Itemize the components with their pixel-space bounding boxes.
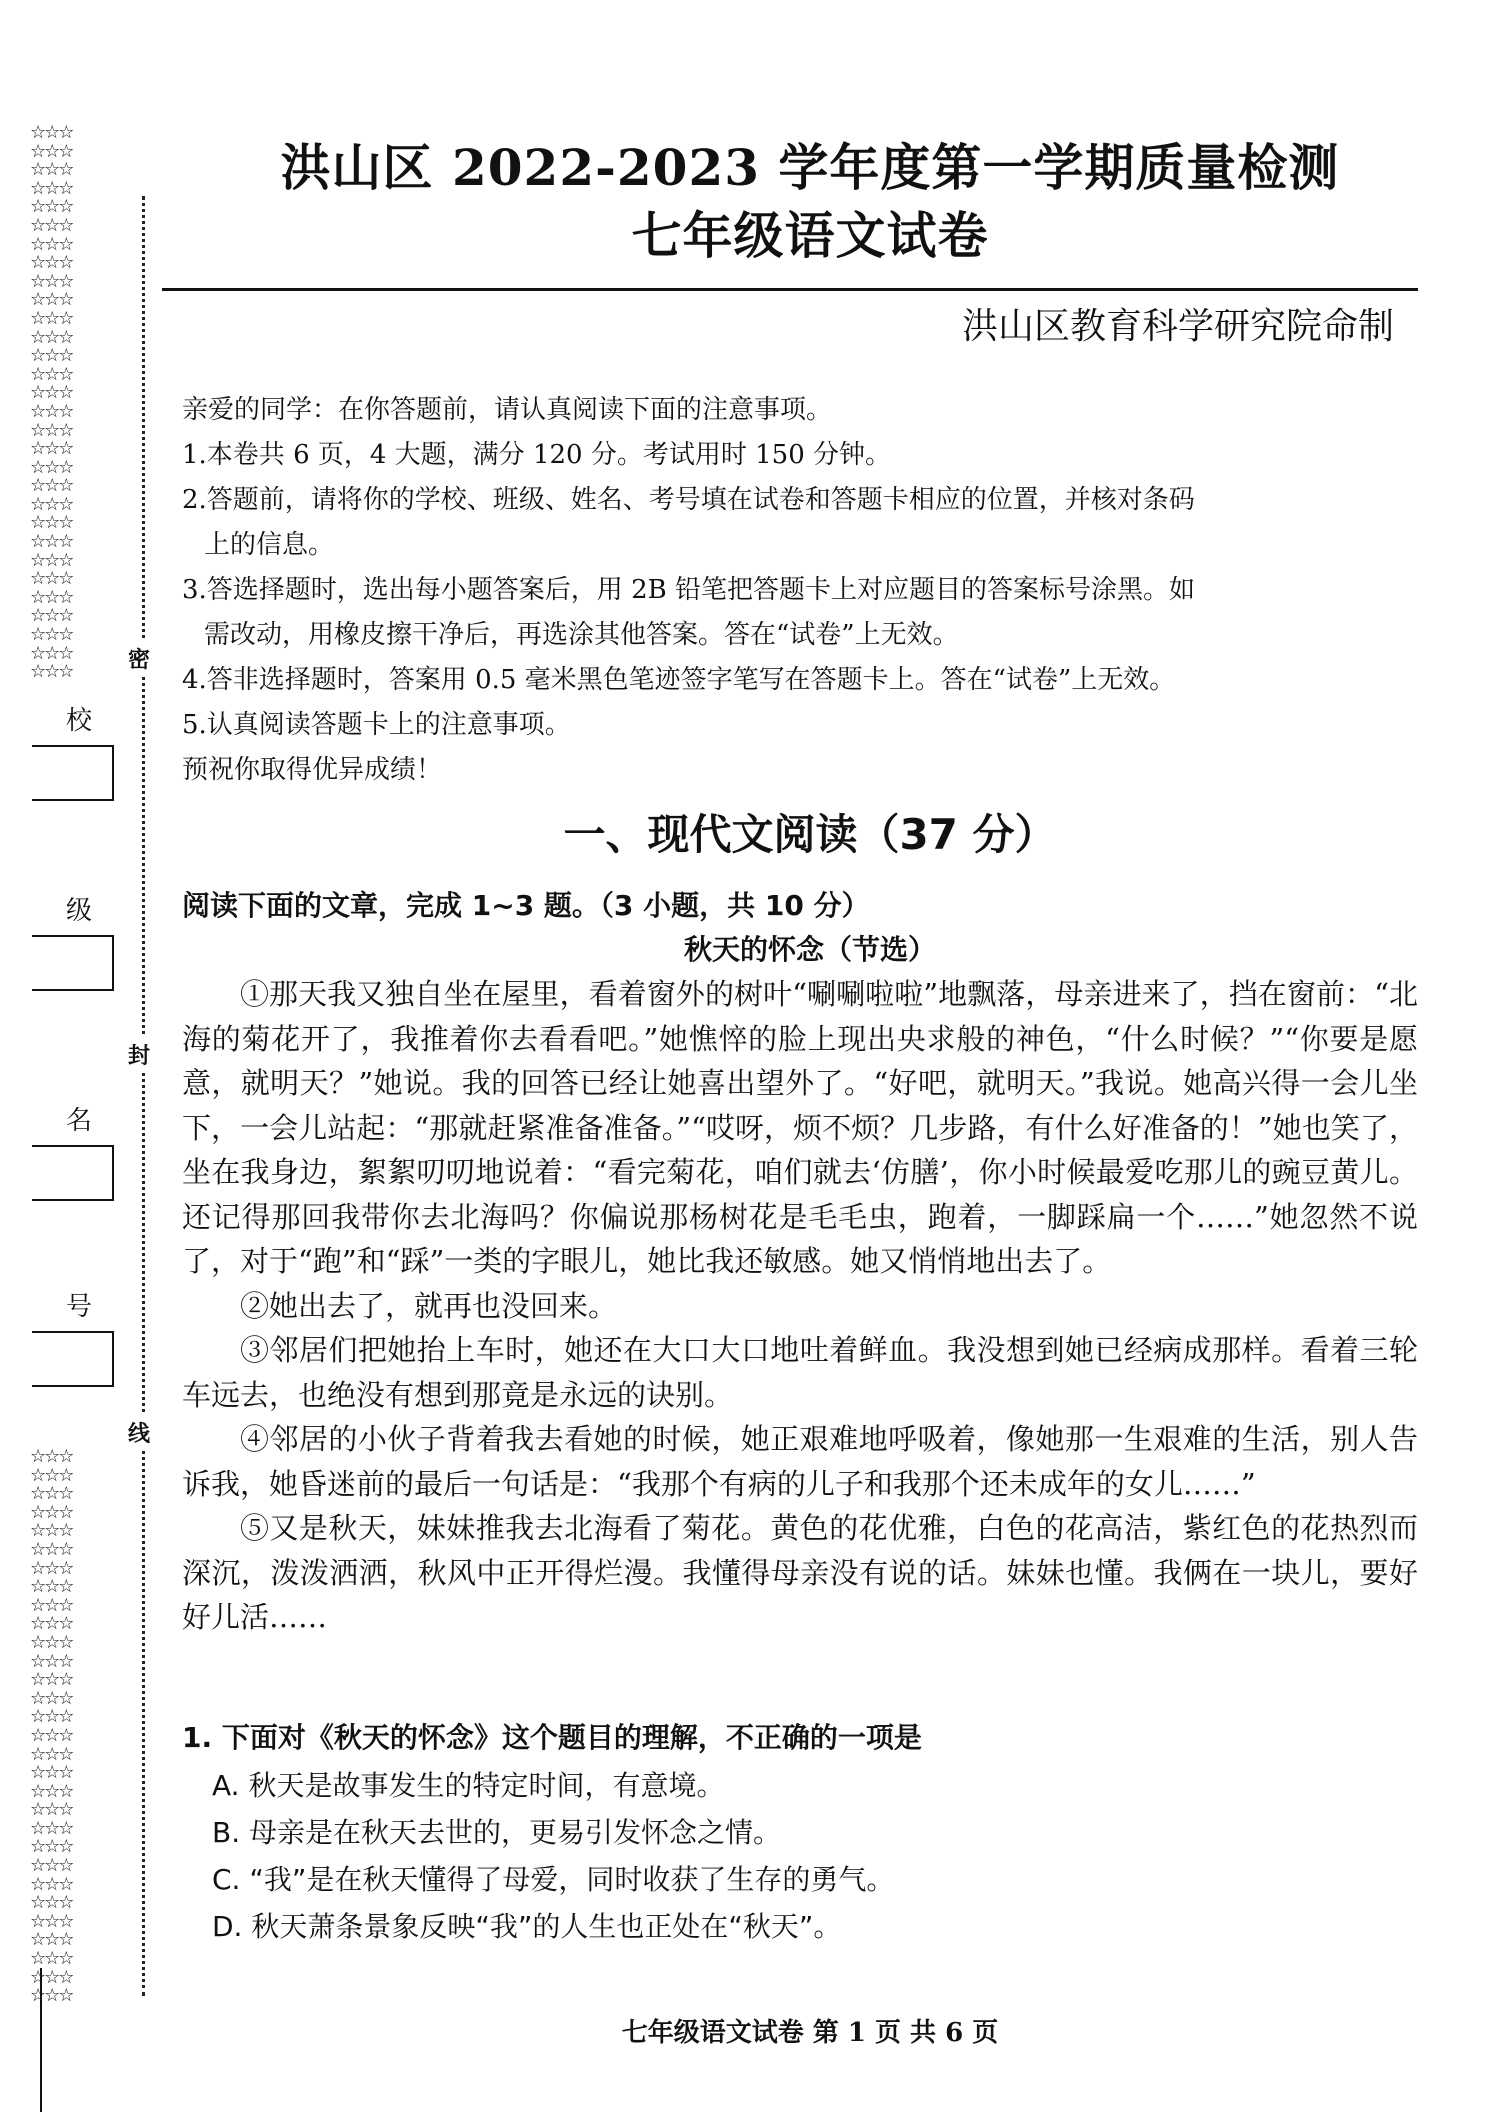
instruction-closing: 预祝你取得优异成绩！ [182,755,443,785]
class-field-label: 级 [65,896,92,926]
header-divider [162,288,1418,291]
star-border-top: ☆☆☆ ☆☆☆ ☆☆☆ ☆☆☆ ☆☆☆ ☆☆☆ ☆☆☆ ☆☆☆ ☆☆☆ ☆☆☆ ☆☆☆ ☆☆☆ ☆☆☆ ☆☆☆ ☆☆☆ ☆☆☆ ☆☆☆ ☆☆☆ ☆☆☆ ☆☆☆ ☆☆☆ ☆☆☆ ☆☆☆ ☆☆☆ ☆☆☆ ☆☆☆ ☆☆☆ ☆☆☆ ☆☆☆ ☆☆☆ [30,122,73,683]
page-footer: 七年级语文试卷 第 1 页 共 6 页 [621,2018,999,2048]
number-field [32,1286,116,1387]
reading-intro: 阅读下面的文章，完成 1~3 题。（3 小题，共 10 分） [182,889,870,922]
class-input-box[interactable] [32,935,114,991]
instruction-item: 2.答题前，请将你的学校、班级、姓名、考号填在试卷和答题卡相应的位置，并核对条码 [182,485,1195,515]
exam-title: 洪山区 2022-2023 学年度第一学期质量检测 [280,138,1340,197]
star-border-bottom: ☆☆☆ ☆☆☆ ☆☆☆ ☆☆☆ ☆☆☆ ☆☆☆ ☆☆☆ ☆☆☆ ☆☆☆ ☆☆☆ ☆☆☆ ☆☆☆ ☆☆☆ ☆☆☆ ☆☆☆ ☆☆☆ ☆☆☆ ☆☆☆ ☆☆☆ ☆☆☆ ☆☆☆ ☆☆☆ ☆☆☆ ☆☆☆ ☆☆☆ ☆☆☆ ☆☆☆ ☆☆☆ ☆☆☆ ☆☆☆ [30,1446,73,2007]
instruction-item-cont: 上的信息。 [204,530,335,560]
instruction-item: 5.认真阅读答题卡上的注意事项。 [182,710,571,740]
exam-subtitle: 七年级语文试卷 [631,206,989,265]
passage-paragraph: ⑤又是秋天，妹妹推我去北海看了菊花。黄色的花优雅，白色的花高洁，紫红色的花热烈而深沉，泼泼洒洒，秋风中正开得烂漫。我懂得母亲没有说的话。妹妹也懂。我俩在一块儿，要好好儿活…… [182,1511,1418,1634]
passage-paragraph: ③邻居们把她抬上车时，她还在大口大口地吐着鲜血。我没想到她已经病成那样。看着三轮车远去，也绝没有想到那竟是永远的诀别。 [182,1333,1418,1412]
left-edge-rule [40,1968,42,2112]
seal-char-feng: 封 [128,1036,150,1073]
option-b[interactable]: B. 母亲是在秋天去世的，更易引发怀念之情。 [212,1816,782,1849]
seal-dotted-line [142,196,145,1996]
instruction-item: 1.本卷共 6 页，4 大题，满分 120 分。考试用时 150 分钟。 [182,440,891,470]
passage-paragraph: ②她出去了，就再也没回来。 [240,1288,618,1323]
instruction-greeting: 亲爱的同学：在你答题前，请认真阅读下面的注意事项。 [182,395,833,425]
school-input-box[interactable] [32,745,114,801]
name-field [32,1100,116,1201]
section-heading: 一、现代文阅读（37 分） [563,810,1057,859]
number-field-label: 号 [65,1292,92,1322]
passage-body [182,972,1418,1640]
class-field [32,890,116,991]
seal-char-xian: 线 [128,1414,150,1451]
school-field-label: 校 [65,706,92,736]
seal-char-mi: 密 [128,640,150,677]
exam-instructions [182,388,1412,793]
number-input-box[interactable] [32,1331,114,1387]
option-d[interactable]: D. 秋天萧条景象反映“我”的人生也正处在“秋天”。 [212,1910,842,1943]
option-c[interactable]: C. “我”是在秋天懂得了母爱，同时收获了生存的勇气。 [212,1863,895,1896]
name-input-box[interactable] [32,1145,114,1201]
name-field-label: 名 [65,1106,92,1136]
option-a[interactable]: A. 秋天是故事发生的特定时间，有意境。 [212,1769,725,1802]
instruction-item: 3.答选择题时，选出每小题答案后，用 2B 铅笔把答题卡上对应题目的答案标号涂黑。如 [182,575,1195,605]
question-1 [182,1716,1418,1950]
instruction-item: 4.答非选择题时，答案用 0.5 毫米黑色笔迹签字笔写在答题卡上。答在“试卷”上无效。 [182,665,1176,695]
school-field [32,700,116,801]
issuer-line: 洪山区教育科学研究院命制 [961,306,1394,347]
passage-paragraph: ④邻居的小伙子背着我去看她的时候，她正艰难地呼吸着，像她那一生艰难的生活，别人告诉我，她昏迷前的最后一句话是：“我那个有病的儿子和我那个还未成年的女儿……” [182,1422,1418,1501]
instruction-item-cont: 需改动，用橡皮擦干净后，再选涂其他答案。答在“试卷”上无效。 [204,620,959,650]
passage-paragraph: ①那天我又独自坐在屋里，看着窗外的树叶“唰唰啦啦”地飘落，母亲进来了，挡在窗前：“北海的菊花开了，我推着你去看看吧。”她憔悴的脸上现出央求般的神色，“什么时候？”“你要是愿意，就明天？”她说。我的回答已经让她喜出望外了。“好吧，就明天。”我说。她高兴得一会儿坐下，一会儿站起：“那就赶紧准备准备。”“哎呀，烦不烦？几步路，有什么好准备的！”她也笑了，坐在我身边，絮絮叨叨地说着：“看完菊花，咱们就去‘仿膳’，你小时候最爱吃那儿的豌豆黄儿。还记得那回我带你去北海吗？你偏说那杨树花是毛毛虫，跑着，一脚踩扁一个……”她忽然不说了，对于“跑”和“踩”一类的字眼儿，她比我还敏感。她又悄悄地出去了。 [182,977,1418,1278]
question-stem: 1. 下面对《秋天的怀念》这个题目的理解，不正确的一项是 [182,1721,922,1754]
passage-title: 秋天的怀念（节选） [683,933,936,966]
